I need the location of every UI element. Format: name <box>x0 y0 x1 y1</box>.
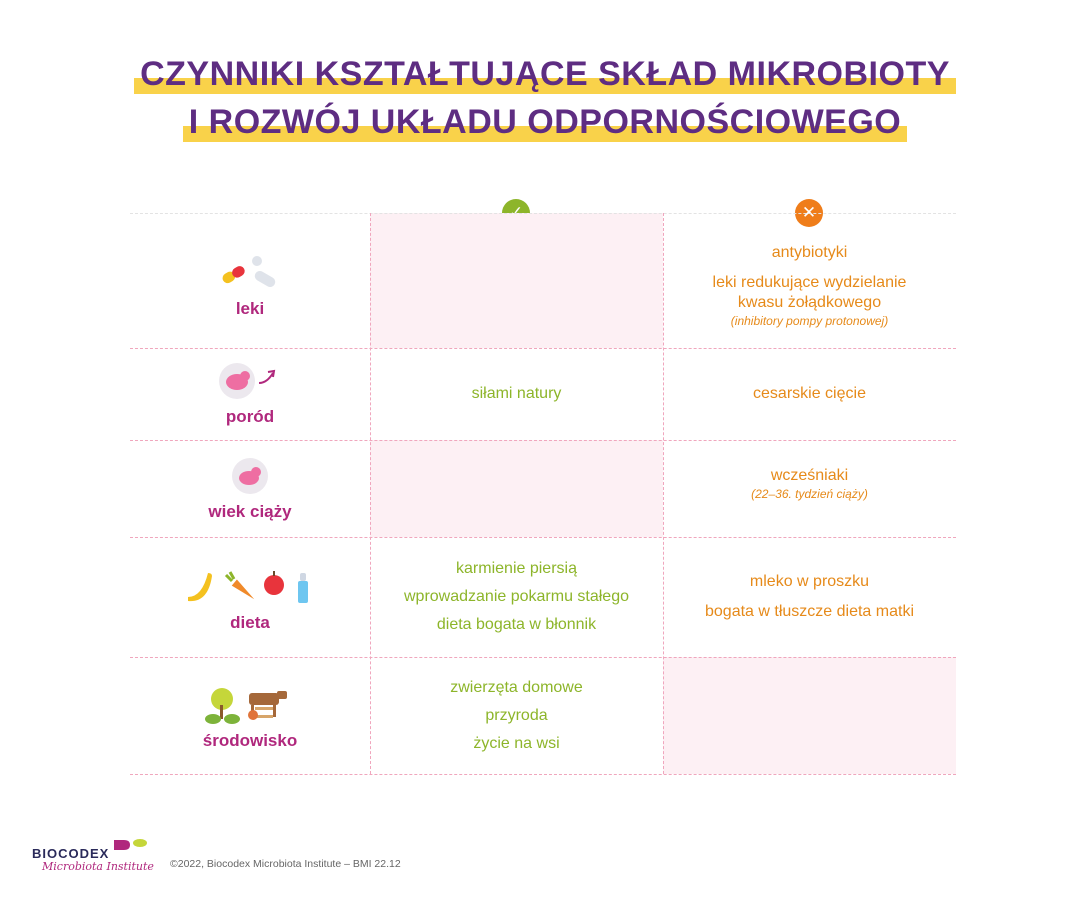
row-label-porod: poród <box>225 407 275 426</box>
title-line-1: CZYNNIKI KSZTAŁTUJĄCE SKŁAD MIKROBIOTY <box>134 52 956 96</box>
row-label-wiek-ciazy: wiek ciąży <box>208 501 292 521</box>
baby-birth-icon <box>215 361 285 401</box>
title-line-2: I ROZWÓJ UKŁADU ODPORNOŚCIOWEGO <box>183 100 908 144</box>
copyright: ©2022, Biocodex Microbiota Institute – BMI 22.12 <box>170 858 401 870</box>
row-label-leki: leki <box>235 298 265 318</box>
fetus-icon <box>225 456 275 496</box>
table-row <box>130 657 370 774</box>
positive-cell-leki <box>370 213 663 348</box>
factors-table <box>130 213 956 774</box>
positive-cell-porod: siłami natury <box>471 385 562 402</box>
positive-cell-dieta: karmienie piersią wprowadzanie pokarmu stałego dieta bogata w błonnik <box>403 560 629 633</box>
row-label-dieta: dieta <box>230 613 270 632</box>
biocodex-logo: BIOCODEX Microbiota Institute <box>32 838 154 873</box>
positive-cell-wiek-ciazy <box>370 440 663 537</box>
food-icon <box>180 567 320 607</box>
table-row <box>130 213 370 348</box>
logo-mark-icon <box>114 838 148 852</box>
row-label-srodowisko: środowisko <box>202 730 298 750</box>
negative-cell-srodowisko <box>663 657 956 774</box>
negative-cell-leki: antybiotyki leki redukujące wydzielanie kwasu żołądkowego (inhibitory pompy protonowej) <box>712 243 907 328</box>
negative-cell-dieta: mleko w proszku bogata w tłuszcze dieta matki <box>705 573 914 620</box>
negative-cell-porod: cesarskie cięcie <box>753 385 866 402</box>
table-row <box>130 348 370 440</box>
negative-cell-wiek-ciazy: wcześniaki (22–36. tydzień ciąży) <box>751 466 868 501</box>
positive-cell-srodowisko: zwierzęta domowe przyroda życie na wsi <box>450 678 583 752</box>
x-icon: ✕ <box>795 199 823 227</box>
page-title <box>0 52 1090 144</box>
farm-icon <box>205 685 295 725</box>
pills-icon <box>220 253 280 293</box>
table-row <box>130 537 370 657</box>
table-row <box>130 440 370 537</box>
